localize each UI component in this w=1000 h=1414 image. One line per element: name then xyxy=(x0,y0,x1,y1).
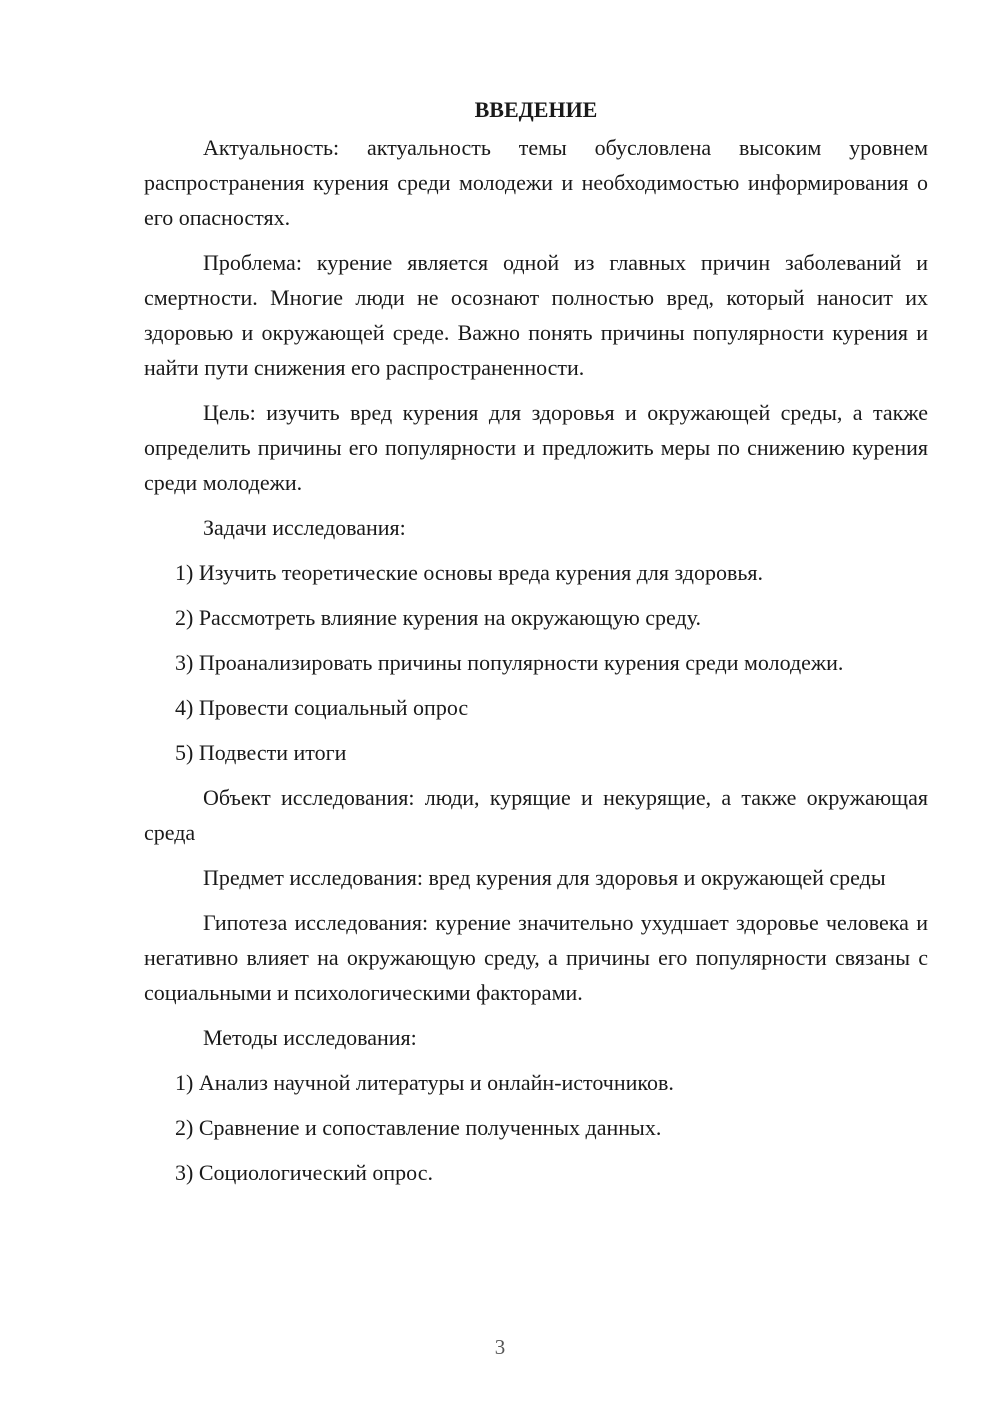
problem-paragraph: Проблема: курение является одной из главных причин заболеваний и смертности. Многие люди не осознают полностью вред, который наносит их здоровью и окружающей среде. Важно понять причины популярности курения и найти пути снижения его распространенности. xyxy=(144,250,928,380)
task-item: 3) Проанализировать причины популярности курения среди молодежи. xyxy=(175,650,844,675)
relevance-paragraph: Актуальность: актуальность темы обусловлена высоким уровнем распространения курения среди молодежи и необходимостью информирования о его опасностях. xyxy=(144,135,928,230)
subject-paragraph: Предмет исследования: вред курения для здоровья и окружающей среды xyxy=(203,865,886,890)
goal-paragraph: Цель: изучить вред курения для здоровья и окружающей среды, а также определить причины его популярности и предложить меры по снижению курения среди молодежи. xyxy=(144,400,928,495)
methods-title: Методы исследования: xyxy=(203,1025,417,1050)
tasks-title: Задачи исследования: xyxy=(203,515,406,540)
hypothesis-paragraph: Гипотеза исследования: курение значительно ухудшает здоровье человека и негативно влияет на окружающую среду, а причины его популярности связаны с социальными и психологическими факторами. xyxy=(144,910,928,1005)
task-item: 1) Изучить теоретические основы вреда курения для здоровья. xyxy=(175,560,764,585)
method-item: 1) Анализ научной литературы и онлайн-источников. xyxy=(175,1070,674,1095)
page-number: 3 xyxy=(494,1335,506,1359)
task-item: 4) Провести социальный опрос xyxy=(175,695,469,720)
section-heading: ВВЕДЕНИЕ xyxy=(474,97,598,122)
method-item: 3) Социологический опрос. xyxy=(175,1160,433,1185)
task-item: 2) Рассмотреть влияние курения на окружающую среду. xyxy=(175,605,702,630)
task-item: 5) Подвести итоги xyxy=(175,740,347,765)
document-page xyxy=(144,92,928,1200)
method-item: 2) Сравнение и сопоставление полученных данных. xyxy=(175,1115,662,1140)
object-paragraph: Объект исследования: люди, курящие и некурящие, а также окружающая среда xyxy=(144,785,928,845)
